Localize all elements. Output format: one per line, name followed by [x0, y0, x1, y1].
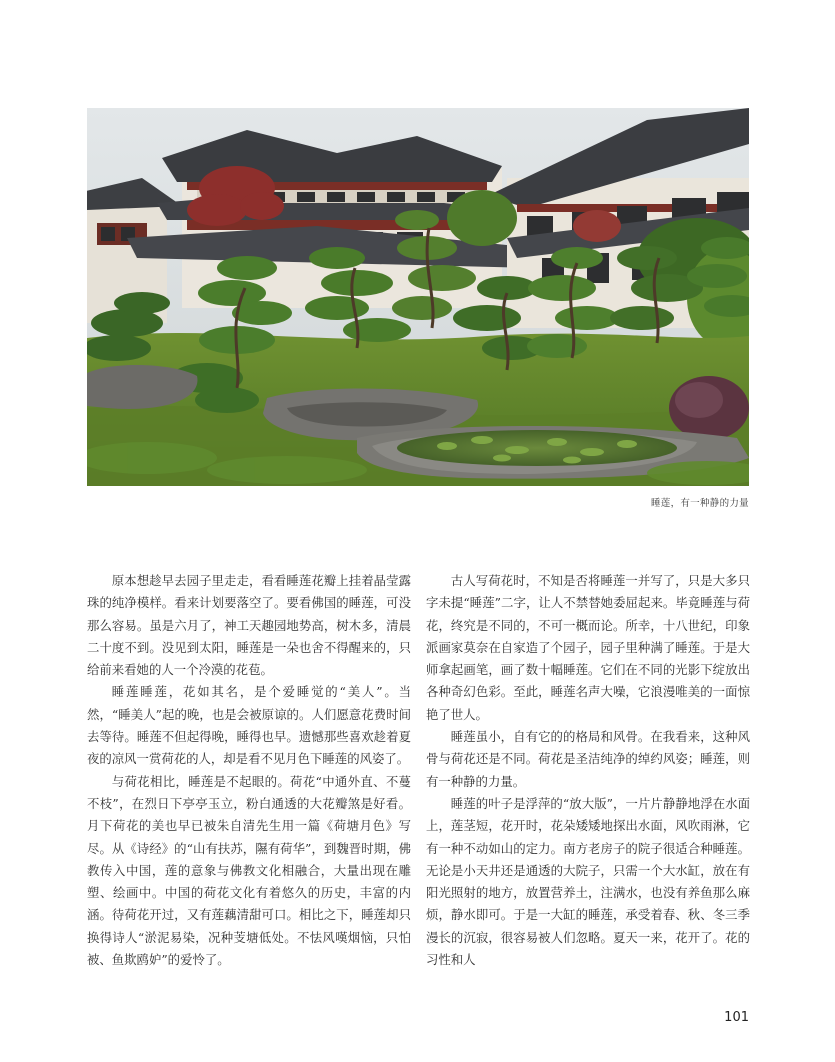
article-paragraph: 与荷花相比，睡莲是不起眼的。荷花“中通外直、不蔓不枝”，在烈日下亭亭玉立，粉白通透的大花瓣煞是好看。月下荷花的美也早已被朱自清先生用一篇《荷塘月色》写尽。从《诗经》的“山有扶苏，隰有荷华”，到魏晋时期，佛教传入中国，莲的意象与佛教文化相融合，大量出现在雕塑、绘画中。中国的荷花文化有着悠久的历史，丰富的内涵。待荷花开过，又有莲藕清甜可口。相比之下，睡莲却只换得诗人“淤泥易染，况种芰塘低处。不怯风嘆烟恼，只怕被、鱼欺鸥妒”的爱怜了。 [87, 773, 411, 968]
article-paragraph: 古人写荷花时，不知是否将睡莲一并写了，只是大多只字未提“睡莲”二字，让人不禁替她委屈起来。毕竟睡莲与荷花，终究是不同的，不可一概而论。所幸，十八世纪，印象派画家莫奈在自家造了个园子，园子里种满了睡莲。于是大师拿起画笔，画了数十幅睡莲。它们在不同的光影下绽放出各种奇幻色彩。至此，睡莲名声大噪，它浪漫唯美的一面惊艳了世人。 [426, 573, 750, 722]
page-number: 101 [724, 1010, 749, 1025]
article-paragraph: 睡莲睡莲，花如其名，是个爱睡觉的“美人”。当然，“睡美人”起的晚，也是会被原谅的。人们愿意花费时间去等待。睡莲不但起得晚，睡得也早。遗憾那些喜欢趁着夏夜的凉风一赏荷花的人，却是看不见月色下睡莲的风姿了。 [87, 684, 411, 767]
article-paragraph: 原本想趁早去园子里走走，看看睡莲花瓣上挂着晶莹露珠的纯净模样。看来计划要落空了。要看佛国的睡莲，可没那么容易。虽是六月了，神工天趣园地势高，树木多，清晨二十度不到。没见到太阳，睡莲是一朵也舍不得醒来的，只给前来看她的人一个冷漠的花苞。 [87, 573, 411, 678]
article-column-right [426, 570, 750, 971]
garden-photo [87, 108, 749, 486]
article-paragraph: 睡莲虽小，自有它的的格局和风骨。在我看来，这种风骨与荷花还是不同。荷花是圣洁纯净的绰约风姿；睡莲，则有一种静的力量。 [426, 729, 750, 789]
garden-photo-illustration [87, 108, 749, 486]
photo-caption: 睡莲，有一种静的力量 [650, 498, 749, 509]
article-paragraph: 睡莲的叶子是浮萍的“放大版”，一片片静静地浮在水面上，莲茎短，花开时，花朵矮矮地探出水面，风吹雨淋，它有一种不动如山的定力。南方老房子的院子很适合种睡莲。无论是小天井还是通透的大院子，只需一个大水缸，放在有阳光照射的地方，放置营养土，注满水，也没有养鱼那么麻烦，静水即可。于是一大缸的睡莲，承受着春、秋、冬三季漫长的沉寂，很容易被人们忽略。夏天一来，花开了。花的习性和人 [426, 795, 750, 968]
article-column-left [87, 570, 411, 971]
